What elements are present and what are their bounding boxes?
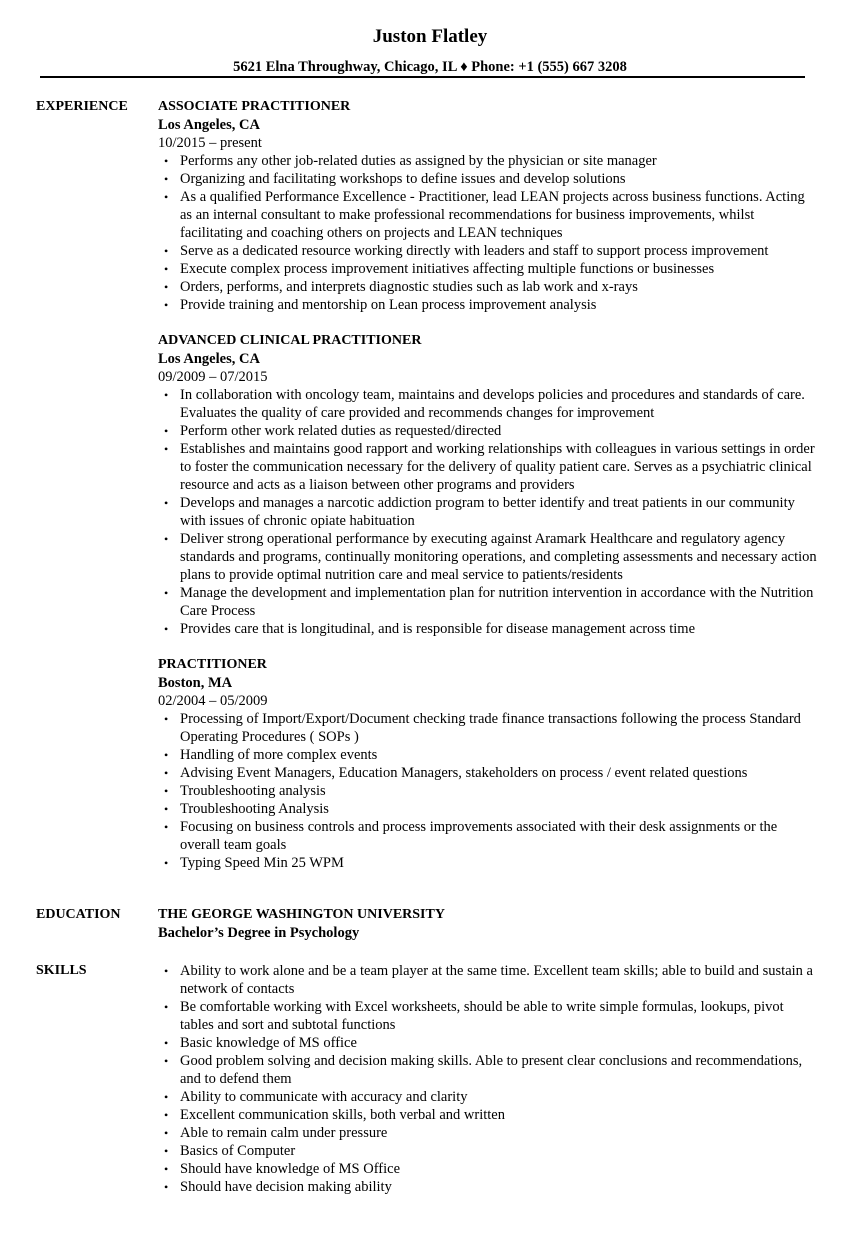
list-item: • Serve as a dedicated resource working directly with leaders and staff to support process improvement bbox=[158, 242, 818, 260]
list-item: • Focusing on business controls and process improvements associated with their desk assignments or the overall team goals bbox=[158, 818, 818, 854]
list-item: • Advising Event Managers, Education Managers, stakeholders on process / event related questions bbox=[158, 764, 818, 782]
list-item: • Performs any other job-related duties as assigned by the physician or site manager bbox=[158, 152, 818, 170]
list-item: • Provides care that is longitudinal, and is responsible for disease management across time bbox=[158, 620, 818, 638]
job-entry bbox=[158, 656, 818, 872]
list-item: • Manage the development and implementation plan for nutrition intervention in accordance with the Nutrition Care Process bbox=[158, 584, 818, 620]
list-item: • As a qualified Performance Excellence - Practitioner, lead LEAN projects across business functions. Acting as an internal consultant to make professional recommendations for business improvements, whilst facilitating and coaching others on projects and LEAN techniques bbox=[158, 188, 818, 242]
job-dates: 09/2009 – 07/2015 bbox=[158, 369, 268, 385]
list-item: • Deliver strong operational performance by executing against Aramark Healthcare and regulatory agency standards and programs, continually monitoring operations, and completing assessments and necessary action plans to provide optimal nutrition care and meal service to patients/residents bbox=[158, 530, 818, 584]
candidate-name: Juston Flatley bbox=[372, 26, 488, 47]
experience-body bbox=[158, 98, 818, 890]
job-duties-list bbox=[158, 152, 818, 314]
skills-body bbox=[158, 962, 818, 1196]
job-duties-list bbox=[158, 386, 818, 638]
list-item: • Organizing and facilitating workshops to define issues and develop solutions bbox=[158, 170, 818, 188]
list-item: • Good problem solving and decision making skills. Able to present clear conclusions and recommendations, and to defend them bbox=[158, 1052, 818, 1088]
list-item: • Develops and manages a narcotic addiction program to better identify and treat patients in our community with issues of chronic opiate habituation bbox=[158, 494, 818, 530]
list-item: • Should have decision making ability bbox=[158, 1178, 818, 1196]
list-item: • Should have knowledge of MS Office bbox=[158, 1160, 818, 1178]
list-item: • Basic knowledge of MS office bbox=[158, 1034, 818, 1052]
degree: Bachelor’s Degree in Psychology bbox=[158, 925, 360, 941]
job-title: PRACTITIONER bbox=[158, 657, 267, 672]
list-item: • Ability to work alone and be a team player at the same time. Excellent team skills; able to build and sustain a network of contacts bbox=[158, 962, 818, 998]
header-divider bbox=[40, 76, 805, 78]
list-item: • Processing of Import/Export/Document checking trade finance transactions following the process Standard Operating Procedures ( SOPs ) bbox=[158, 710, 818, 746]
job-title: ASSOCIATE PRACTITIONER bbox=[158, 99, 351, 114]
list-item: • Handling of more complex events bbox=[158, 746, 818, 764]
list-item: • Provide training and mentorship on Lean process improvement analysis bbox=[158, 296, 818, 314]
job-location: Boston, MA bbox=[158, 675, 233, 691]
contact-line: 5621 Elna Throughway, Chicago, IL ♦ Phone: +1 (555) 667 3208 bbox=[233, 59, 627, 75]
list-item: • Perform other work related duties as requested/directed bbox=[158, 422, 818, 440]
job-dates: 02/2004 – 05/2009 bbox=[158, 693, 268, 709]
job-entry bbox=[158, 332, 818, 638]
list-item: • Execute complex process improvement initiatives affecting multiple functions or businesses bbox=[158, 260, 818, 278]
list-item: • Ability to communicate with accuracy and clarity bbox=[158, 1088, 818, 1106]
list-item: • Basics of Computer bbox=[158, 1142, 818, 1160]
job-location: Los Angeles, CA bbox=[158, 117, 260, 133]
list-item: • Typing Speed Min 25 WPM bbox=[158, 854, 818, 872]
job-dates: 10/2015 – present bbox=[158, 135, 262, 151]
education-body bbox=[158, 906, 818, 942]
job-entry bbox=[158, 98, 818, 314]
list-item: • Troubleshooting analysis bbox=[158, 782, 818, 800]
list-item: • Able to remain calm under pressure bbox=[158, 1124, 818, 1142]
job-duties-list bbox=[158, 710, 818, 872]
list-item: • In collaboration with oncology team, maintains and develops policies and procedures and standards of care. Evaluates the quality of care provided and recommends changes for improvement bbox=[158, 386, 818, 422]
section-label-education: EDUCATION bbox=[36, 907, 121, 922]
list-item: • Establishes and maintains good rapport and working relationships with colleagues in various settings in order to foster the communication necessary for the delivery of quality patient care. Serves as a psychiatric clinical resource and acts as a liaison between other programs and providers bbox=[158, 440, 818, 494]
list-item: • Be comfortable working with Excel worksheets, should be able to write simple formulas, lookups, pivot tables and sort and subtotal functions bbox=[158, 998, 818, 1034]
list-item: • Excellent communication skills, both verbal and written bbox=[158, 1106, 818, 1124]
job-title: ADVANCED CLINICAL PRACTITIONER bbox=[158, 333, 422, 348]
skills-list bbox=[158, 962, 818, 1196]
school-name: THE GEORGE WASHINGTON UNIVERSITY bbox=[158, 907, 445, 922]
section-label-skills: SKILLS bbox=[36, 963, 87, 978]
job-location: Los Angeles, CA bbox=[158, 351, 260, 367]
list-item: • Orders, performs, and interprets diagnostic studies such as lab work and x-rays bbox=[158, 278, 818, 296]
section-label-experience: EXPERIENCE bbox=[36, 99, 128, 114]
list-item: • Troubleshooting Analysis bbox=[158, 800, 818, 818]
